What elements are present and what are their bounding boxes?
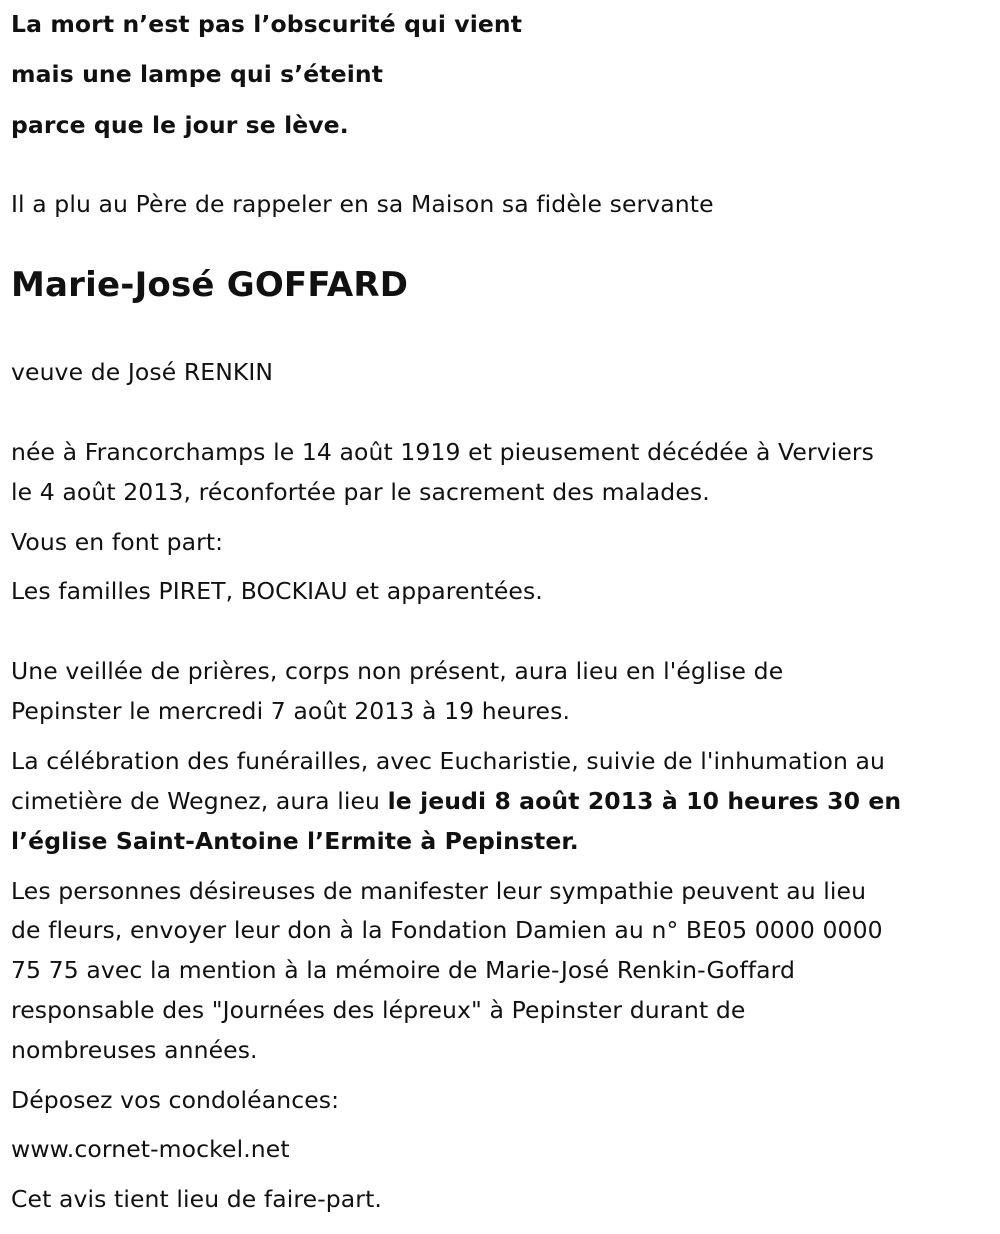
vigil-line-2: Pepinster le mercredi 7 août 2013 à 19 heures. — [11, 697, 571, 725]
poem-line-2: mais une lampe qui s’éteint — [11, 60, 384, 88]
announce-label: Vous en font part: — [11, 528, 224, 556]
funeral-line-2 — [11, 786, 901, 816]
birth-death-line-1: née à Francorchamps le 14 août 1919 et pieusement décédée à Verviers — [11, 438, 875, 466]
poem-line-1: La mort n’est pas l’obscurité qui vient — [11, 10, 523, 38]
donation-line-2: de fleurs, envoyer leur don à la Fondation Damien au n° BE05 0000 0000 — [11, 916, 883, 944]
condolences-label: Déposez vos condoléances: — [11, 1086, 340, 1114]
donation-line-3: 75 75 avec la mention à la mémoire de Marie-José Renkin-Goffard — [11, 956, 795, 984]
funeral-location-text: cimetière de Wegnez, aura lieu — [11, 787, 388, 815]
families: Les familles PIRET, BOCKIAU et apparentées. — [11, 577, 543, 605]
poem-line-3: parce que le jour se lève. — [11, 111, 349, 139]
closing-text: Cet avis tient lieu de faire-part. — [11, 1185, 382, 1213]
website-link[interactable]: www.cornet-mockel.net — [11, 1135, 290, 1163]
intro-text: Il a plu au Père de rappeler en sa Maison sa fidèle servante — [11, 190, 714, 218]
deceased-name: Marie-José GOFFARD — [11, 265, 409, 305]
donation-line-5: nombreuses années. — [11, 1036, 258, 1064]
donation-line-1: Les personnes désireuses de manifester leur sympathie peuvent au lieu — [11, 877, 867, 905]
funeral-line-1: La célébration des funérailles, avec Eucharistie, suivie de l'inhumation au — [11, 747, 886, 775]
widow-of: veuve de José RENKIN — [11, 358, 274, 386]
funeral-church: l’église Saint-Antoine l’Ermite à Pepinster. — [11, 827, 579, 855]
donation-line-4: responsable des "Journées des lépreux" à Pepinster durant de — [11, 996, 746, 1024]
birth-death-line-2: le 4 août 2013, réconfortée par le sacrement des malades. — [11, 478, 710, 506]
vigil-line-1: Une veillée de prières, corps non présent, aura lieu en l'église de — [11, 657, 784, 685]
funeral-datetime: le jeudi 8 août 2013 à 10 heures 30 en — [387, 787, 902, 815]
